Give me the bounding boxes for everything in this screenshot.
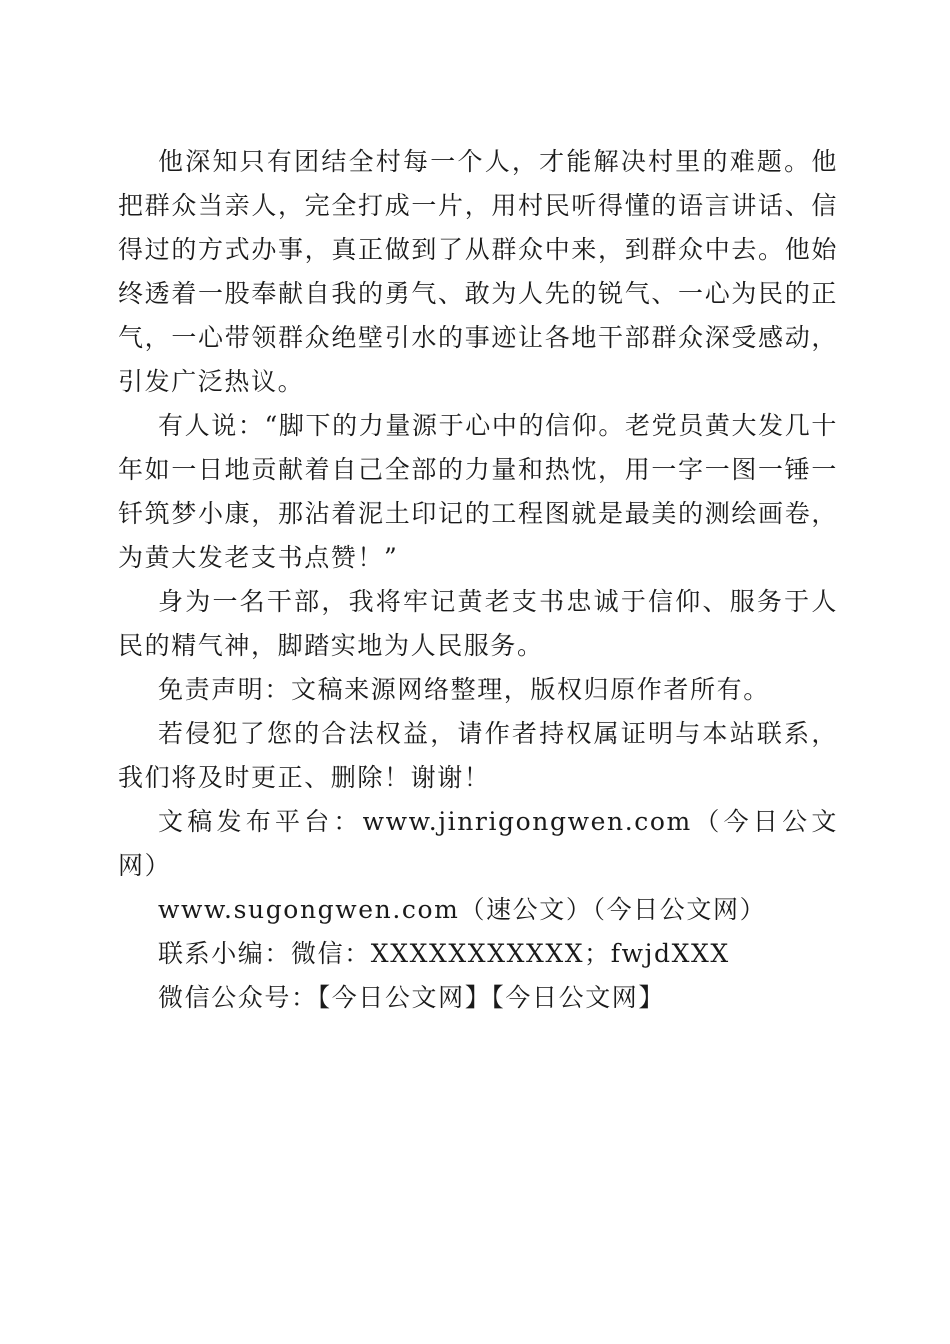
paragraph-story: 他深知只有团结全村每一个人，才能解决村里的难题。他把群众当亲人，完全打成一片，用村民听得懂的语言讲话、信得过的方式办事，真正做到了从群众中来，到群众中去。他始终透着一股奉献自我的勇气、敢为人先的锐气、一心为民的正气，一心带领群众绝壁引水的事迹让各地干部群众深受感动，引发广泛热议。 <box>118 147 838 396</box>
paragraph-pledge: 身为一名干部，我将牢记黄老支书忠诚于信仰、服务于人民的精气神，脚踏实地为人民服务。 <box>118 587 838 660</box>
publish-platform-line: 文稿发布平台：www.jinrigongwen.com（今日公文网） <box>118 807 838 880</box>
paragraph-quote: 有人说：“脚下的力量源于心中的信仰。老党员黄大发几十年如一日地贡献着自己全部的力量和热忱，用一字一图一锤一钎筑梦小康，那沾着泥土印记的工程图就是最美的测绘画卷，为黄大发老支书点赞！” <box>118 411 838 572</box>
infringement-notice: 若侵犯了您的合法权益，请作者持权属证明与本站联系，我们将及时更正、删除！谢谢！ <box>118 719 838 792</box>
contact-editor-line: 联系小编：微信：XXXXXXXXXXX；fwjdXXX <box>158 939 730 968</box>
wechat-account-line: 微信公众号：【今日公文网】【今日公文网】 <box>158 983 666 1012</box>
disclaimer-line: 免责声明：文稿来源网络整理，版权归原作者所有。 <box>158 675 770 704</box>
document-body <box>118 140 838 1020</box>
secondary-site-line: www.sugongwen.com（速公文）（今日公文网） <box>158 895 767 924</box>
